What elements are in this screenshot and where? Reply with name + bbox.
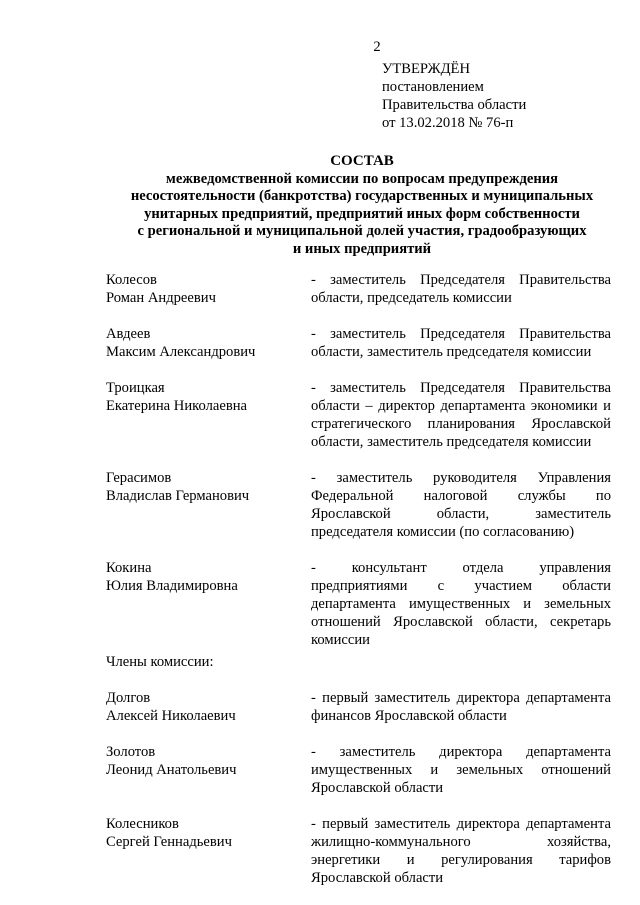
member-name — [106, 743, 311, 797]
member-given-name: Юлия Владимировна — [106, 578, 238, 594]
title-line: несостоятельности (банкротства) государственных и муниципальных — [130, 188, 594, 204]
approval-stamp — [382, 60, 526, 132]
member-given-name: Сергей Геннадьевич — [106, 834, 232, 850]
member-role: - консультант отдела управления предприятиями с участием области департамента имущественных и земельных отношений Ярославской области, секретарь комиссии — [311, 560, 611, 648]
committee-list — [106, 271, 611, 887]
member-given-name: Максим Александрович — [106, 344, 256, 360]
member-given-name: Екатерина Николаевна — [106, 398, 247, 414]
member-name — [106, 815, 311, 887]
member-given-name: Алексей Николаевич — [106, 708, 236, 724]
member-surname: Герасимов — [106, 470, 172, 486]
member-row — [106, 379, 611, 451]
member-given-name: Владислав Германович — [106, 488, 250, 504]
member-name — [106, 559, 311, 649]
title-heading: СОСТАВ — [330, 153, 394, 169]
member-role: - заместитель директора департамента имущественных и земельных отношений Ярославской области — [311, 744, 611, 796]
member-row — [106, 559, 611, 649]
member-role: - заместитель Председателя Правительства области, заместитель председателя комиссии — [311, 326, 611, 360]
title-line: с региональной и муниципальной долей участия, градообразующих — [137, 223, 587, 239]
document-title — [90, 153, 634, 258]
approval-line: постановлением — [382, 79, 484, 95]
member-surname: Колесов — [106, 272, 157, 288]
member-given-name: Роман Андреевич — [106, 290, 216, 306]
page-number: 2 — [373, 39, 381, 55]
member-surname: Кокина — [106, 560, 152, 576]
member-surname: Троицкая — [106, 380, 165, 396]
member-name — [106, 689, 311, 725]
member-row — [106, 743, 611, 797]
member-role: - первый заместитель директора департамента жилищно-коммунального хозяйства, энергетики и регулирования тарифов Ярославской области — [311, 816, 611, 886]
member-surname: Долгов — [106, 690, 151, 706]
member-row — [106, 689, 611, 725]
member-surname: Авдеев — [106, 326, 151, 342]
title-line: унитарных предприятий, предприятий иных форм собственности — [144, 205, 580, 222]
member-name — [106, 379, 311, 451]
member-role: - заместитель Председателя Правительства области, председатель комиссии — [311, 272, 611, 306]
member-row — [106, 325, 611, 361]
member-name — [106, 271, 311, 307]
member-name — [106, 325, 311, 361]
member-surname: Колесников — [106, 816, 179, 832]
title-line: межведомственной комиссии по вопросам предупреждения — [165, 170, 559, 187]
member-row — [106, 815, 611, 887]
member-name — [106, 469, 311, 541]
member-role: - заместитель руководителя Управления Федеральной налоговой службы по Ярославской области, заместитель председателя комиссии (по согласованию) — [311, 470, 611, 540]
members-section-label: Члены комиссии: — [106, 654, 214, 670]
member-row — [106, 271, 611, 307]
member-role: - первый заместитель директора департамента финансов Ярославской области — [311, 690, 611, 724]
member-role: - заместитель Председателя Правительства области – директор департамента экономики и стратегического планирования Ярославской области, заместитель председателя комиссии — [311, 380, 611, 450]
member-row — [106, 469, 611, 541]
approval-line: Правительства области — [382, 97, 527, 113]
title-line: и иных предприятий — [292, 240, 432, 257]
approval-line: УТВЕРЖДЁН — [382, 61, 470, 77]
approval-line: от 13.02.2018 № 76-п — [382, 115, 514, 131]
member-given-name: Леонид Анатольевич — [106, 762, 237, 778]
member-surname: Золотов — [106, 744, 156, 760]
